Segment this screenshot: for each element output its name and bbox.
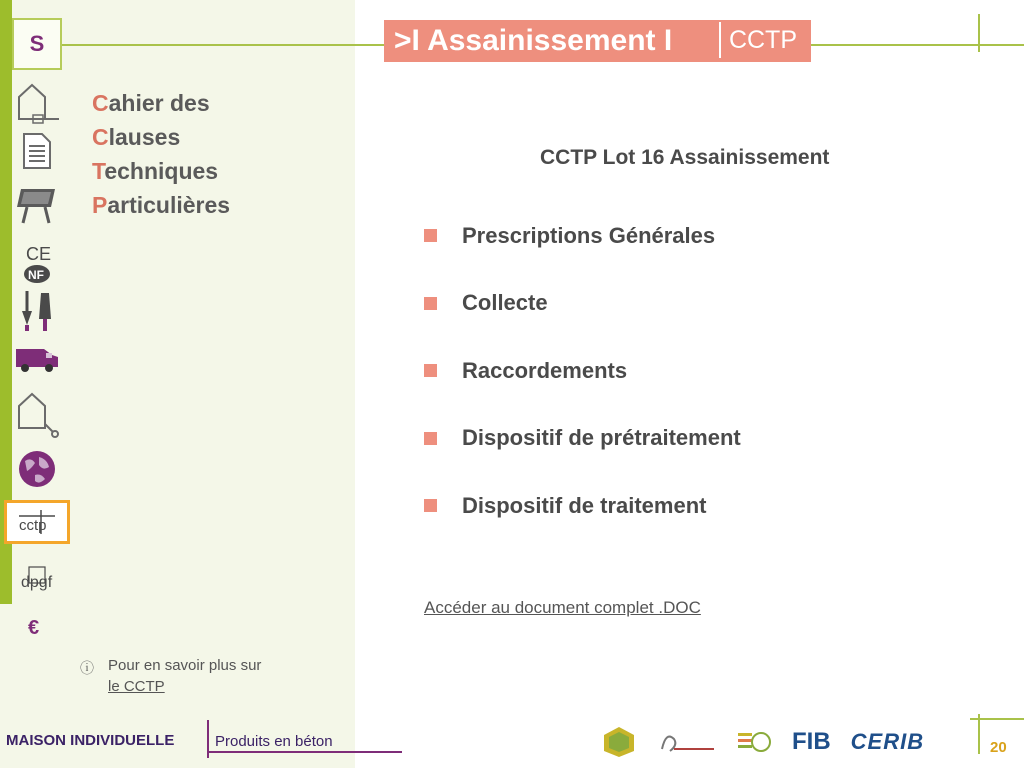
svg-text:NF: NF <box>28 268 44 282</box>
eco-logo <box>736 727 772 757</box>
section-item-label: Collecte <box>462 290 548 316</box>
full-document-link[interactable]: Accéder au document complet .DOC <box>424 598 701 617</box>
efb-logo <box>602 725 636 759</box>
page-number: 20 <box>990 739 1007 756</box>
section-item-pretraitement[interactable] <box>424 415 984 483</box>
info-text: Pour en savoir plus sur <box>108 657 262 674</box>
bullet-square-icon <box>424 297 437 310</box>
cerib-logo: CERIB <box>850 729 925 754</box>
section-item-collecte[interactable] <box>424 280 984 348</box>
bottom-corner-tick <box>978 714 980 754</box>
cctp-icon[interactable] <box>4 500 70 544</box>
footer-produits-label: Produits en béton <box>215 733 333 750</box>
top-corner-tick <box>978 14 980 52</box>
bullet-square-icon <box>424 432 437 445</box>
page-title: >I Assainissement I <box>394 24 673 57</box>
partner-logos <box>602 722 944 762</box>
cerpet-logo <box>656 727 716 757</box>
sidebar-title-line: Techniques <box>92 158 219 184</box>
document-icon[interactable] <box>12 128 62 174</box>
svg-text:€: € <box>28 617 40 639</box>
bullet-square-icon <box>424 229 437 242</box>
section-item-label: Dispositif de prétraitement <box>462 425 741 451</box>
footer-underline <box>207 751 402 753</box>
section-item-label: Dispositif de traitement <box>462 492 707 518</box>
house-connection-icon[interactable] <box>12 392 62 438</box>
bullet-square-icon <box>424 364 437 377</box>
svg-text:CE: CE <box>26 244 52 264</box>
house-plan-icon[interactable] <box>12 80 62 126</box>
section-item-label: Raccordements <box>462 357 628 383</box>
fib-logo: FIB <box>792 728 831 755</box>
content-heading: CCTP Lot 16 Assainissement <box>540 146 830 169</box>
svg-text:cctp: cctp <box>19 517 47 534</box>
drafting-table-icon[interactable] <box>12 182 62 228</box>
section-item-prescriptions[interactable] <box>424 212 984 280</box>
section-item-traitement[interactable] <box>424 482 984 550</box>
sidebar-title <box>92 86 332 222</box>
section-list <box>424 212 984 550</box>
section-item-label: Prescriptions Générales <box>462 222 716 248</box>
footer-maison-label: MAISON INDIVIDUELLE <box>6 732 175 749</box>
title-bar <box>384 20 811 62</box>
svg-text:dpgf: dpgf <box>21 574 53 591</box>
van-icon[interactable] <box>12 336 62 382</box>
tools-icon[interactable] <box>12 288 62 334</box>
dpgf-icon[interactable] <box>12 556 62 602</box>
ce-nf-icon[interactable] <box>12 240 62 286</box>
section-item-raccordements[interactable] <box>424 347 984 415</box>
sidebar-title-line: Particulières <box>92 192 231 218</box>
sidebar-title-line: Clauses <box>92 124 181 150</box>
euro-icon[interactable] <box>12 604 62 650</box>
top-divider-right <box>810 44 1024 46</box>
cctp-info-link[interactable]: le CCTP <box>108 678 165 695</box>
title-tag: CCTP <box>719 22 805 58</box>
globe-icon[interactable] <box>12 446 62 492</box>
top-divider-left <box>62 44 384 46</box>
bullet-square-icon <box>424 499 437 512</box>
info-icon: ⓘ <box>80 660 94 676</box>
home-logo-letter: S <box>29 31 45 56</box>
home-logo-button[interactable] <box>12 18 62 70</box>
sidebar-title-line: Cahier des <box>92 90 210 116</box>
